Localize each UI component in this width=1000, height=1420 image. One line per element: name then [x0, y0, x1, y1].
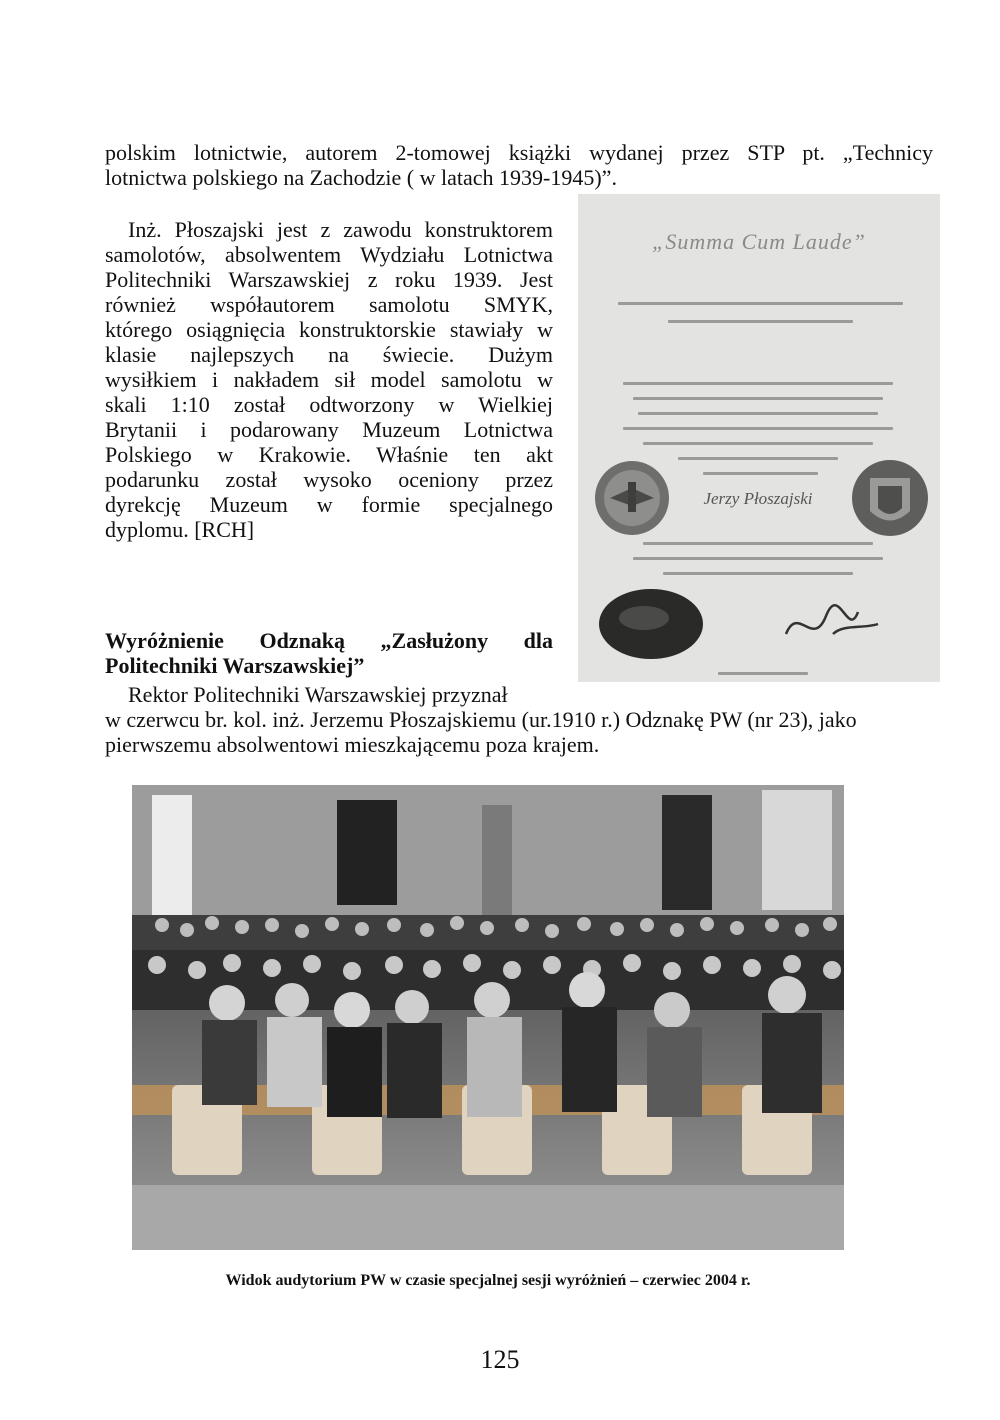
award-text-line-3: pierwszemu absolwentowi mieszkającemu poza krajem.	[105, 732, 600, 757]
diploma-recipient-name: Jerzy Płoszajski	[703, 489, 813, 508]
signature-icon	[778, 594, 888, 654]
article-line: Brytanii i podarowany Muzeum Lotnictwa	[105, 417, 553, 442]
article-line: Inż. Płoszajski jest z zawodu konstruktorem	[128, 217, 553, 242]
award-heading-line-2: Politechniki Warszawskiej”	[105, 653, 365, 678]
intro-line-1: polskim lotnictwie, autorem 2-tomowej książki wydanej przez STP pt. „Technicy	[105, 140, 933, 165]
article-line: wysiłkiem i nakładem sił model samolotu w	[105, 367, 553, 392]
photo-caption: Widok audytorium PW w czasie specjalnej sesji wyróżnień – czerwiec 2004 r.	[225, 1272, 751, 1289]
diploma-image	[578, 194, 940, 682]
article-line: dyrekcję Muzeum w formie specjalnego	[105, 492, 553, 517]
auditorium-photo	[132, 785, 844, 1250]
intro-line-2: lotnictwa polskiego na Zachodzie ( w latach 1939-1945)”.	[105, 165, 617, 190]
award-text-line-2: w czerwcu br. kol. inż. Jerzemu Płoszajskiemu (ur.1910 r.) Odznakę PW (nr 23), jako	[105, 707, 857, 732]
museum-seal-icon	[592, 458, 672, 538]
diploma-title: „Summa Cum Laude”	[652, 229, 866, 254]
article-line: również współautorem samolotu SMYK,	[105, 292, 553, 317]
article-line: samolotów, absolwentem Wydziału Lotnictwa	[105, 242, 553, 267]
coat-of-arms-icon	[850, 456, 930, 540]
award-heading-line-1: Wyróżnienie Odznaką „Zasłużony dla	[105, 628, 553, 653]
article-line: Politechniki Warszawskiej z roku 1939. Jest	[105, 267, 553, 292]
page-number: 125	[480, 1345, 520, 1374]
wax-seal-icon	[596, 584, 706, 664]
article-line: Polskiego w Krakowie. Właśnie ten akt	[105, 442, 553, 467]
article-line: dyplomu. [RCH]	[105, 517, 255, 542]
article-line: skali 1:10 został odtworzony w Wielkiej	[105, 392, 553, 417]
article-line: klasie najlepszych na świecie. Dużym	[105, 342, 553, 367]
award-text-line-1: Rektor Politechniki Warszawskiej przyznał	[128, 682, 508, 707]
article-line: podarunku został wysoko oceniony przez	[105, 467, 553, 492]
article-line: którego osiągnięcia konstruktorskie stawiały w	[105, 317, 553, 342]
